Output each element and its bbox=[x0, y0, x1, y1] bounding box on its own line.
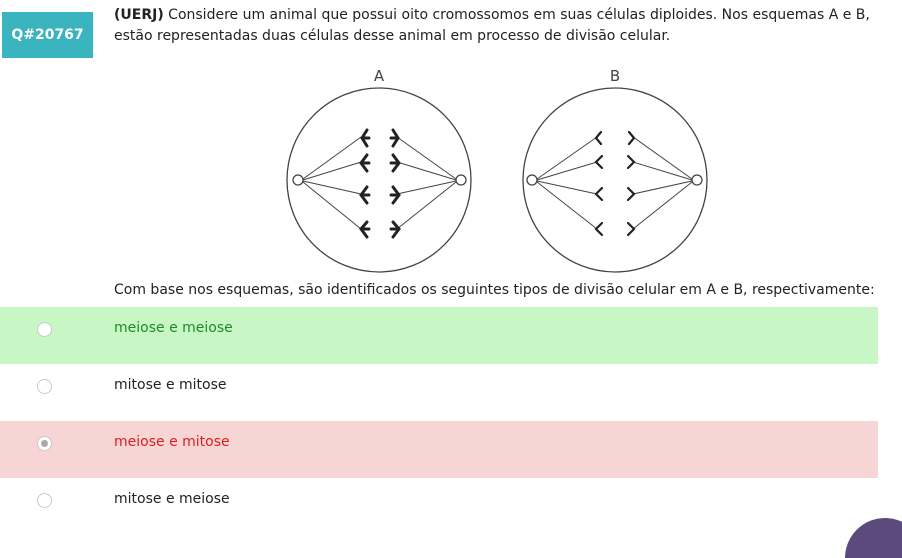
cell-b-spindle-fibers bbox=[537, 137, 692, 229]
question-text bbox=[114, 5, 884, 47]
option-d-label: mitose e meiose bbox=[114, 491, 230, 507]
question-prompt: Com base nos esquemas, são identificados os seguintes tipos de divisão celular em A e B, respectivamente: bbox=[114, 282, 875, 298]
option-b-radio[interactable] bbox=[37, 379, 52, 394]
option-a-label: meiose e meiose bbox=[114, 320, 233, 336]
cell-a-label: A bbox=[373, 67, 385, 85]
cell-a-membrane bbox=[287, 88, 471, 272]
cell-b-membrane bbox=[523, 88, 707, 272]
cell-division-figure bbox=[283, 62, 713, 274]
cell-b-chromosomes bbox=[596, 132, 634, 235]
option-a[interactable] bbox=[0, 307, 878, 364]
cell-a-chromatids bbox=[361, 130, 399, 237]
option-a-radio[interactable] bbox=[37, 322, 52, 337]
question-id-badge: Q#20767 bbox=[2, 12, 93, 58]
option-c-label: meiose e mitose bbox=[114, 434, 230, 450]
cell-b-label: B bbox=[609, 67, 621, 85]
option-c-radio[interactable] bbox=[37, 436, 52, 451]
cell-a-right-centriole bbox=[456, 175, 466, 185]
question-source: (UERJ) bbox=[114, 7, 164, 23]
option-b-label: mitose e mitose bbox=[114, 377, 227, 393]
option-d-radio[interactable] bbox=[37, 493, 52, 508]
option-d[interactable] bbox=[0, 478, 878, 535]
cell-b-right-centriole bbox=[692, 175, 702, 185]
option-b[interactable] bbox=[0, 364, 878, 421]
cell-a-left-centriole bbox=[293, 175, 303, 185]
option-c[interactable] bbox=[0, 421, 878, 478]
cell-b-left-centriole bbox=[527, 175, 537, 185]
cell-a-spindle-fibers bbox=[303, 137, 456, 229]
question-statement: Considere um animal que possui oito cromossomos em suas células diploides. Nos esquemas A e B, estão representadas duas células desse animal em processo de divisão celular. bbox=[114, 7, 870, 44]
